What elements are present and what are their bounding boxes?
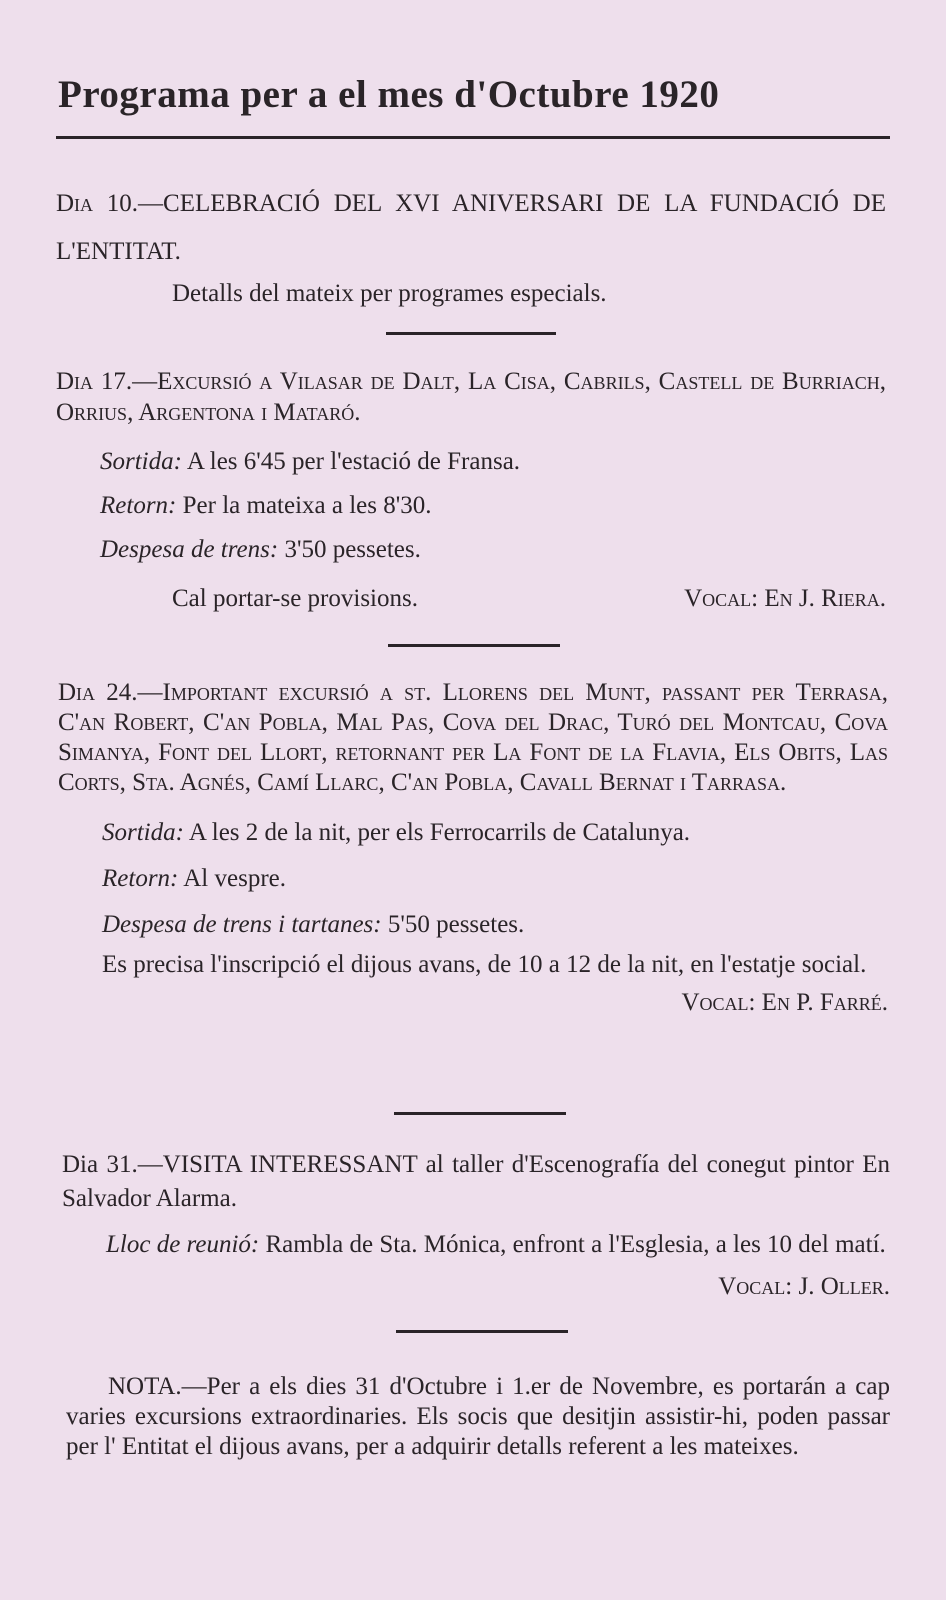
- nota-paragraph: [66, 1372, 890, 1462]
- event-dia-10: [56, 180, 886, 309]
- departure-label: Sortida:: [102, 819, 184, 846]
- event-heading: Dia 10.—CELEBRACIÓ DEL XVI ANIVERSARI DE LA FUNDACIÓ DE L'ENTITAT.: [56, 190, 886, 265]
- meeting-label: Lloc de reunió:: [106, 1231, 260, 1258]
- return-line: [56, 484, 886, 528]
- event-vocal: Vocal: En J. Riera.: [684, 585, 886, 612]
- event-note: Es precisa l'inscripció el dijous avans, de 10 a 12 de la nit, en l'estatje social.: [102, 951, 867, 978]
- cost-value: 5'50 pessetes.: [387, 911, 525, 938]
- cost-label: Despesa de trens i tartanes:: [102, 911, 382, 938]
- departure-line: [58, 810, 888, 856]
- departure-line: [56, 440, 886, 484]
- event-heading: Dia 31.—VISITA INTERESSANT al taller d'Escenografía del conegut pintor En Salvador Alarma.: [62, 1151, 890, 1212]
- event-heading: Dia 24.—Important excursió a st. Llorens del Munt, passant per Terrasa, C'an Robert, C'an Pobla, Mal Pas, Cova del Drac, Turó del Montcau, Cova Simanya, Font del Llort, retornant per La Font de la Flavia, Els Obits, Las Corts, Sta. Agnés, Camí Llarc, C'an Pobla, Cavall Bernat i Tarrasa.: [58, 679, 888, 796]
- section-divider: [388, 644, 560, 647]
- event-dia-24: [58, 678, 888, 1025]
- cost-label: Despesa de trens:: [100, 536, 279, 563]
- event-dia-31: [62, 1148, 890, 1312]
- title-rule: [56, 136, 890, 139]
- section-divider: [386, 332, 556, 335]
- departure-value: A les 6'45 per l'estació de Fransa.: [186, 448, 521, 475]
- return-value: Al vespre.: [183, 865, 286, 892]
- departure-value: A les 2 de la nit, per els Ferrocarrils de Catalunya.: [188, 819, 691, 846]
- event-heading: Dia 17.—Excursió a Vilasar de Dalt, La Cisa, Cabrils, Castell de Burriach, Orrius, Argentona i Mataró.: [56, 368, 886, 426]
- event-vocal: Vocal: En P. Farré.: [681, 989, 888, 1016]
- cost-value: 3'50 pessetes.: [284, 536, 421, 563]
- departure-label: Sortida:: [100, 448, 182, 475]
- event-note: Cal portar-se provisions.: [172, 585, 418, 612]
- note-vocal-line: [56, 572, 886, 626]
- meeting-value: Rambla de Sta. Mónica, enfront a l'Esglesia, a les 10 del matí.: [265, 1231, 886, 1258]
- page-title: Programa per a el mes d'Octubre 1920: [58, 73, 720, 116]
- event-dia-17: [56, 366, 886, 626]
- return-value: Per la mateixa a les 8'30.: [182, 492, 432, 519]
- nota-text: NOTA.—Per a els dies 31 d'Octubre i 1.er de Novembre, es portarán a cap varies excursions extraordinaries. Els socis que desitjin assistir-hi, poden passar per l' Entitat el dijous avans, per a adquirir detalls referent a les mateixes.: [66, 1373, 890, 1460]
- cost-line: [58, 902, 888, 948]
- event-details: Detalls del mateix per programes especials.: [172, 280, 607, 307]
- meeting-line: [62, 1228, 890, 1262]
- return-label: Retorn:: [102, 865, 179, 892]
- return-label: Retorn:: [100, 492, 177, 519]
- cost-line: [56, 528, 886, 572]
- return-line: [58, 856, 888, 902]
- event-vocal: Vocal: J. Oller.: [718, 1273, 890, 1300]
- section-divider: [396, 1330, 568, 1333]
- section-divider: [394, 1112, 566, 1115]
